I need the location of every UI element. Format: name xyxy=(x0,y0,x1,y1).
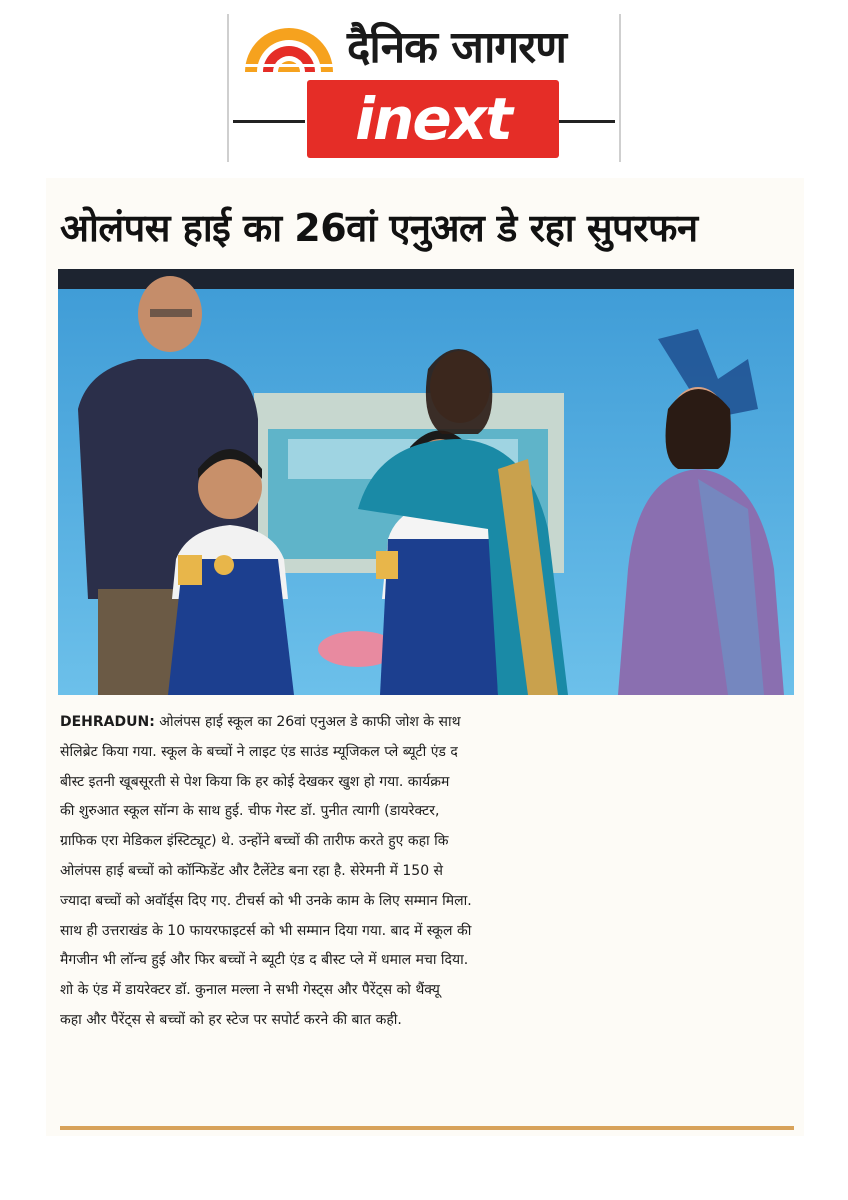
article-line: साथ ही उत्तराखंड के 10 फायरफाइटर्स को भी सम्मान दिया गया. बाद में स्कूल की xyxy=(60,922,472,939)
masthead-right-border xyxy=(619,14,621,162)
article-headline: ओलंपस हाई का 26वां एनुअल डे रहा सुपरफन xyxy=(60,206,698,250)
rising-sun-logo-icon xyxy=(241,22,337,72)
masthead-rule-left xyxy=(233,120,305,123)
dateline: DEHRADUN: xyxy=(60,714,155,730)
article-bottom-rule xyxy=(60,1126,794,1130)
article-line: की शुरुआत स्कूल सॉन्ग के साथ हुई. चीफ गेस्ट डॉ. पुनीत त्यागी (डायरेक्टर, xyxy=(60,803,440,820)
article-line: ओलंपस हाई बच्चों को कॉन्फिडेंट और टैलेंटेड बना रहा है. सेरेमनी में 150 से xyxy=(60,862,444,879)
article-line: ग्राफिक एरा मेडिकल इंस्टिट्यूट) थे. उन्होंने बच्चों की तारीफ करते हुए कहा कि xyxy=(60,833,449,850)
inext-logo xyxy=(307,80,559,158)
article-line: ज्यादा बच्चों को अवॉर्ड्स दिए गए. टीचर्स को भी उनके काम के लिए सम्मान मिला. xyxy=(60,892,472,909)
news-article xyxy=(46,178,804,1136)
article-body xyxy=(60,708,800,1036)
article-line: सेलिब्रेट किया गया. स्कूल के बच्चों ने लाइट एंड साउंड म्यूजिकल प्ले ब्यूटी एंड द xyxy=(60,743,458,760)
article-line: DEHRADUN: ओलंपस हाई स्कूल का 26वां एनुअल डे काफी जोश के साथ xyxy=(60,714,461,730)
masthead xyxy=(227,14,621,162)
event-photo xyxy=(58,269,794,695)
article-line: कहा और पैरेंट्स से बच्चों को हर स्टेज पर सपोर्ट करने की बात कही. xyxy=(60,1011,402,1028)
masthead-rule-right xyxy=(553,120,615,123)
masthead-left-border xyxy=(227,14,229,162)
event-photo-illustration xyxy=(58,269,794,695)
inext-logo-text: inext xyxy=(355,85,511,153)
article-line: शो के एंड में डायरेक्टर डॉ. कुनाल मल्ला ने सभी गेस्ट्स और पैरेंट्स को थैंक्यू xyxy=(60,982,440,999)
newspaper-name: दैनिक जागरण xyxy=(347,22,566,73)
article-line: बीस्ट इतनी खूबसूरती से पेश किया कि हर कोई देखकर खुश हो गया. कार्यक्रम xyxy=(60,773,450,790)
article-line: मैगजीन भी लॉन्च हुई और फिर बच्चों ने ब्यूटी एंड द बीस्ट प्ले में धमाल मचा दिया. xyxy=(60,952,469,969)
